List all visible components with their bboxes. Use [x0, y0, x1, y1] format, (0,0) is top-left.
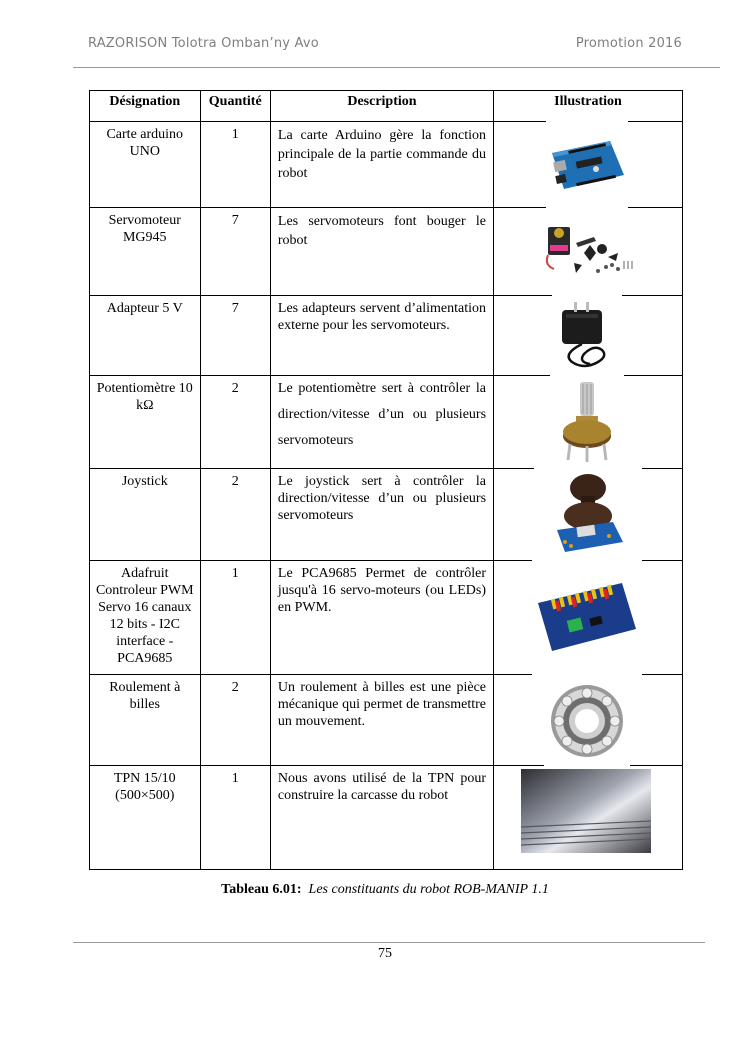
- power-adapter-image: [552, 295, 622, 377]
- description-cell: [270, 208, 493, 296]
- description-cell: [270, 376, 493, 469]
- header-illustration: Illustration: [494, 91, 683, 122]
- servo-motor-image: [540, 208, 636, 288]
- caption-text: Les constituants du robot ROB-MANIP 1.1: [308, 882, 549, 897]
- header-promotion: Promotion 2016: [575, 36, 682, 51]
- description-text: Les servomoteurs font bouger le robot: [277, 214, 487, 248]
- table-row: [90, 208, 683, 296]
- illustration-cell: [494, 122, 683, 208]
- header-designation: Désignation: [90, 91, 201, 122]
- table-row: [90, 766, 683, 870]
- quantity-cell: 2: [200, 376, 270, 469]
- quantity-cell: 2: [200, 675, 270, 766]
- designation-cell: Roulement à billes: [90, 675, 201, 766]
- designation-cell: Servomoteur MG945: [90, 208, 201, 296]
- components-table: [89, 90, 683, 870]
- table-header-row: [90, 91, 683, 122]
- pwm-board-image: [532, 560, 642, 676]
- quantity-cell: 1: [200, 122, 270, 208]
- header-description: Description: [270, 91, 493, 122]
- arduino-board-image: [546, 121, 628, 209]
- table-row: [90, 122, 683, 208]
- page-number: 75: [378, 946, 392, 961]
- caption-label: Tableau 6.01:: [221, 882, 302, 897]
- joystick-image: [534, 468, 642, 562]
- description-cell: Un roulement à billes est une pièce mécanique qui permet de transmettre un mouvement.: [270, 675, 493, 766]
- illustration-cell: [494, 376, 683, 469]
- footer-rule: [73, 942, 705, 943]
- table-caption: [0, 882, 745, 898]
- header-rule: [73, 67, 720, 68]
- designation-cell: Adafruit Controleur PWM Servo 16 canaux 12 bits - I2C interface - PCA9685: [90, 561, 201, 675]
- illustration-cell: [494, 296, 683, 376]
- potentiometer-image: [550, 375, 624, 471]
- quantity-cell: 7: [200, 296, 270, 376]
- quantity-cell: 1: [200, 561, 270, 675]
- illustration-cell: [494, 561, 683, 675]
- description-cell: Le joystick sert à contrôler la direction/vitesse d’un ou plusieurs servomoteurs: [270, 469, 493, 561]
- quantity-cell: 1: [200, 766, 270, 870]
- header-author: RAZORISON Tolotra Omban’ny Avo: [88, 36, 319, 51]
- illustration-cell: [494, 469, 683, 561]
- description-cell: Le PCA9685 Permet de contrôler jusqu'à 16 servo-moteurs (ou LEDs) en PWM.: [270, 561, 493, 675]
- designation-cell: Carte arduino UNO: [90, 122, 201, 208]
- description-cell: [270, 122, 493, 208]
- designation-cell: Joystick: [90, 469, 201, 561]
- table-row: [90, 296, 683, 376]
- table-row: [90, 469, 683, 561]
- description-text: Le potentiomètre sert à contrôler la direction/vitesse d’un ou plusieurs servomoteurs: [277, 381, 487, 448]
- illustration-cell: [494, 675, 683, 766]
- ball-bearing-image: [544, 674, 630, 767]
- table-row: [90, 561, 683, 675]
- table-row: [90, 675, 683, 766]
- metal-sheet-image: [518, 766, 654, 856]
- description-cell: Les adapteurs servent d’alimentation externe pour les servomoteurs.: [270, 296, 493, 376]
- description-cell: Nous avons utilisé de la TPN pour construire la carcasse du robot: [270, 766, 493, 870]
- illustration-cell: [494, 208, 683, 296]
- quantity-cell: 2: [200, 469, 270, 561]
- designation-cell: Potentiomètre 10 kΩ: [90, 376, 201, 469]
- quantity-cell: 7: [200, 208, 270, 296]
- designation-cell: Adapteur 5 V: [90, 296, 201, 376]
- designation-cell: TPN 15/10 (500×500): [90, 766, 201, 870]
- header-quantity: Quantité: [200, 91, 270, 122]
- illustration-cell: [494, 766, 683, 870]
- description-text: La carte Arduino gère la fonction principale de la partie commande du robot: [277, 128, 487, 181]
- table-row: [90, 376, 683, 469]
